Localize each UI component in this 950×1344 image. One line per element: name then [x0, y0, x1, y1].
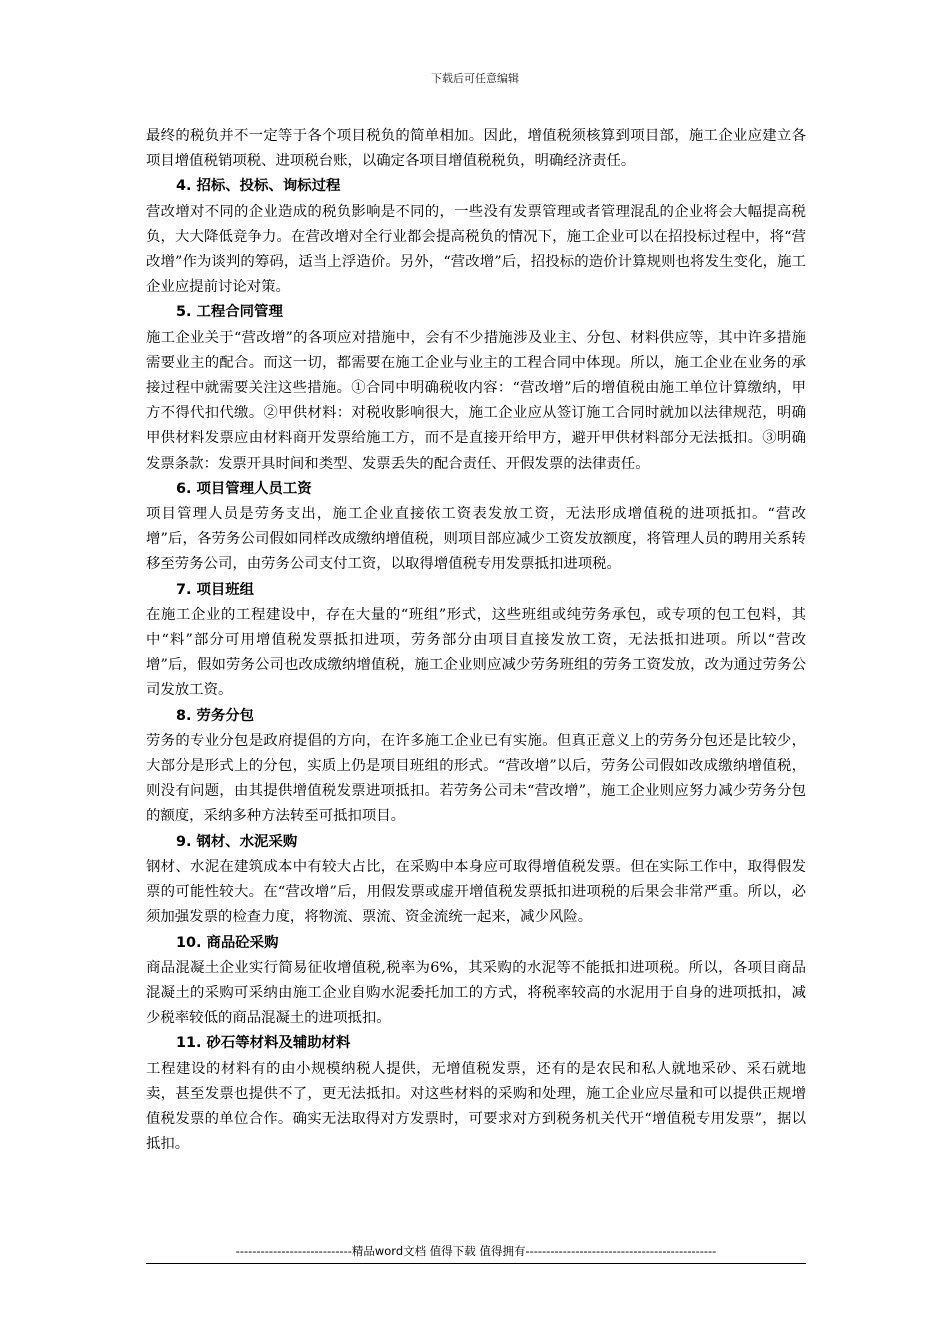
footer-divider — [146, 1263, 806, 1264]
section-paragraph: 施工企业关于“营改增”的各项应对措施中，会有不少措施涉及业主、分包、材料供应等，其中许多措施需要业主的配合。而这一切，都需要在施工企业与业主的工程合同中体现。所以，施工企业在业务的承接过程中就需要关注这些措施。①合同中明确税收内容：“营改增”后的增值税由施工单位计算缴纳，甲方不得代扣代缴。②甲供材料：对税收影响很大，施工企业应从签订施工合同时就加以法律规范，明确甲供材料发票应由材料商开发票给施工方，而不是直接开给甲方，避开甲供材料部分无法抵扣。③明确发票条款：发票开具时间和类型、发票丢失的配合责任、开假发票的法律责任。 — [146, 329, 806, 472]
section-paragraph: 工程建设的材料有的由小规模纳税人提供，无增值税发票，还有的是农民和私人就地采砂、采石就地卖，甚至发票也提供不了，更无法抵扣。对这些材料的采购和处理，施工企业应尽量和可以提供正规增值税发票的单位合作。确实无法取得对方发票时，可要求对方到税务机关代开“增值税专用发票”，据以抵扣。 — [146, 1060, 806, 1153]
page-footer — [146, 1243, 806, 1264]
section-paragraph: 商品混凝土企业实行简易征收增值税,税率为6%，其采购的水泥等不能抵扣进项税。所以，各项目商品混凝土的采购可采纳由施工企业自购水泥委托加工的方式，将税率较高的水泥用于自身的进项抵扣，减少税率较低的商品混凝土的进项抵扣。 — [146, 959, 806, 1027]
section-heading: 11. 砂石等材料及辅助材料 — [176, 1035, 351, 1052]
section-heading: 7. 项目班组 — [176, 581, 255, 598]
section-heading: 5. 工程合同管理 — [176, 304, 283, 321]
section-11 — [146, 1031, 806, 1157]
section-paragraph: 营改增对不同的企业造成的税负影响是不同的，一些没有发票管理或者管理混乱的企业将会大幅提高税负，大大降低竞争力。在营改增对全行业都会提高税负的情况下，施工企业可以在招投标过程中，将“营改增”作为谈判的筹码，适当上浮造价。另外，“营改增”后，招投标的造价计算规则也将发生变化，施工企业应提前讨论对策。 — [146, 203, 806, 296]
section-paragraph: 钢材、水泥在建筑成本中有较大占比，在采购中本身应可取得增值税发票。但在实际工作中，取得假发票的可能性较大。在“营改增”后，用假发票或虚开增值税发票抵扣进项税的后果会非常严重。所以，必须加强发票的检查力度，将物流、票流、资金流统一起来，减少风险。 — [146, 858, 806, 926]
section-9 — [146, 830, 806, 931]
section-heading: 6. 项目管理人员工资 — [176, 480, 312, 497]
section-heading: 4. 招标、投标、询标过程 — [176, 178, 341, 195]
section-8 — [146, 704, 806, 830]
section-paragraph: 项目管理人员是劳务支出，施工企业直接依工资表发放工资，无法形成增值税的进项抵扣。“营改增”后，各劳务公司假如同样改成缴纳增值税，则项目部应减少工资发放额度，将管理人员的聘用关系转移至劳务公司，由劳务公司支付工资，以取得增值税专用发票抵扣进项税。 — [146, 506, 806, 573]
section-7 — [146, 578, 806, 704]
section-paragraph: 在施工企业的工程建设中，存在大量的“班组”形式，这些班组或纯劳务承包，或专项的包工包料，其中“料”部分可用增值税发票抵扣进项，劳务部分由项目直接发放工资，无法抵扣进项。所以“营改增”后，假如劳务公司也改成缴纳增值税，施工企业则应减少劳务班组的劳务工资发放，改为通过劳务公司发放工资。 — [146, 606, 806, 699]
page-header-note: 下载后可任意编辑 — [431, 72, 519, 85]
footer-text: ----------------------------精品word文档 值得下载 值得拥有---------------------------------------------- — [235, 1244, 717, 1258]
document-body — [146, 124, 806, 1157]
section-10 — [146, 931, 806, 1032]
section-heading: 8. 劳务分包 — [176, 707, 255, 724]
section-4 — [146, 174, 806, 300]
section-paragraph: 劳务的专业分包是政府提倡的方向，在许多施工企业已有实施。但真正意义上的劳务分包还是比较少，大部分是形式上的分包，实质上仍是项目班组的形式。“营改增”以后，劳务公司假如改成缴纳增值税，则没有问题，由其提供增值税发票进项抵扣。若劳务公司未“营改增”，施工企业则应努力减少劳务分包的额度，采纳多种方法转至可抵扣项目。 — [146, 732, 806, 825]
section-heading: 10. 商品砼采购 — [176, 934, 279, 951]
section-heading: 9. 钢材、水泥采购 — [176, 833, 298, 850]
section-5 — [146, 300, 806, 476]
section-6 — [146, 477, 806, 578]
intro-paragraph: 最终的税负并不一定等于各个项目税负的简单相加。因此，增值税须核算到项目部，施工企业应建立各项目增值税销项税、进项税台账，以确定各项目增值税税负，明确经济责任。 — [146, 128, 806, 170]
